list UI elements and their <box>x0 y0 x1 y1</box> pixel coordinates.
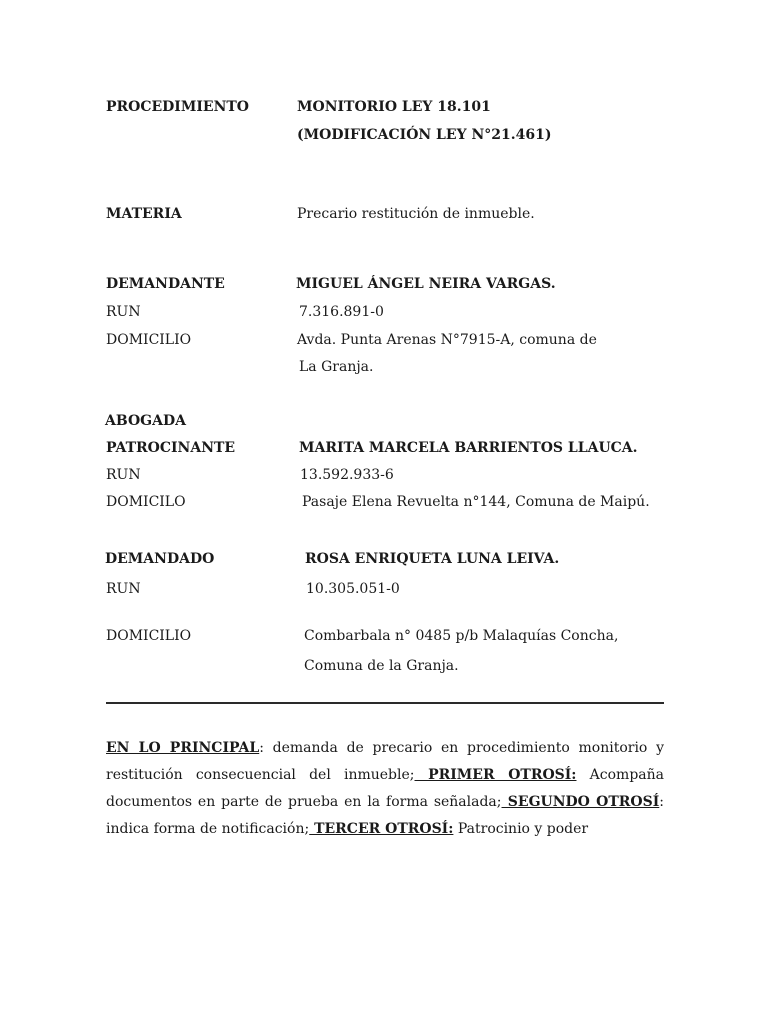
principal-text: : demanda de precario en procedimiento monitorio y <box>259 740 664 756</box>
demandado-domicilio-label: DOMICILIO <box>106 628 192 644</box>
primer-otrosi-text: Acompaña <box>576 767 664 783</box>
demandado-domicilio-line1: Combarbala n° 0485 p/b Malaquías Concha, <box>304 628 619 644</box>
tercer-otrosi-text: Patrocinio y poder <box>453 821 589 837</box>
demandado-label: DEMANDADO <box>105 551 215 567</box>
section-divider <box>106 702 664 704</box>
procedimiento-label: PROCEDIMIENTO <box>106 99 249 115</box>
procedimiento-value-line2: (MODIFICACIÓN LEY N°21.461) <box>297 127 552 143</box>
primer-otrosi-text-cont: documentos en parte de prueba en la forma señalada; <box>106 794 502 810</box>
principal-text-cont: restitución consecuencial del inmueble; <box>106 767 415 783</box>
abogada-label-line2: PATROCINANTE <box>106 440 236 456</box>
summary-line <box>106 816 664 843</box>
abogada-label-line1: ABOGADA <box>105 413 186 429</box>
demandante-domicilio-label: DOMICILIO <box>106 332 192 348</box>
summary-paragraph <box>106 735 664 843</box>
segundo-otrosi-colon: : <box>659 794 664 810</box>
demandado-run-label: RUN <box>106 581 141 597</box>
segundo-otrosi-heading: SEGUNDO OTROSÍ <box>501 794 660 810</box>
summary-line <box>106 789 664 816</box>
abogada-name: MARITA MARCELA BARRIENTOS LLAUCA. <box>299 440 638 456</box>
demandado-run-value: 10.305.051-0 <box>306 581 400 597</box>
segundo-otrosi-text: indica forma de notificación; <box>106 821 310 837</box>
abogada-run-label: RUN <box>106 467 141 483</box>
demandante-run-label: RUN <box>106 304 141 320</box>
en-lo-principal-heading: EN LO PRINCIPAL <box>106 740 260 756</box>
demandante-name: MIGUEL ÁNGEL NEIRA VARGAS. <box>296 276 556 292</box>
procedimiento-value-line1: MONITORIO LEY 18.101 <box>297 99 491 115</box>
summary-line <box>106 735 664 762</box>
demandante-domicilio-line1: Avda. Punta Arenas N°7915-A, comuna de <box>297 332 597 348</box>
demandante-label: DEMANDANTE <box>106 276 225 292</box>
abogada-domicilio-value: Pasaje Elena Revuelta n°144, Comuna de Maipú. <box>302 494 650 510</box>
summary-line <box>106 762 664 789</box>
materia-value: Precario restitución de inmueble. <box>297 206 535 222</box>
demandante-run-value: 7.316.891-0 <box>299 304 384 320</box>
materia-label: MATERIA <box>106 206 182 222</box>
abogada-run-value: 13.592.933-6 <box>300 467 394 483</box>
demandado-name: ROSA ENRIQUETA LUNA LEIVA. <box>305 551 560 567</box>
demandado-domicilio-line2: Comuna de la Granja. <box>304 658 459 674</box>
primer-otrosi-heading: PRIMER OTROSÍ: <box>414 767 577 783</box>
abogada-domicilio-label: DOMICILO <box>106 494 186 510</box>
tercer-otrosi-heading: TERCER OTROSÍ: <box>309 821 454 837</box>
demandante-domicilio-line2: La Granja. <box>299 359 374 375</box>
